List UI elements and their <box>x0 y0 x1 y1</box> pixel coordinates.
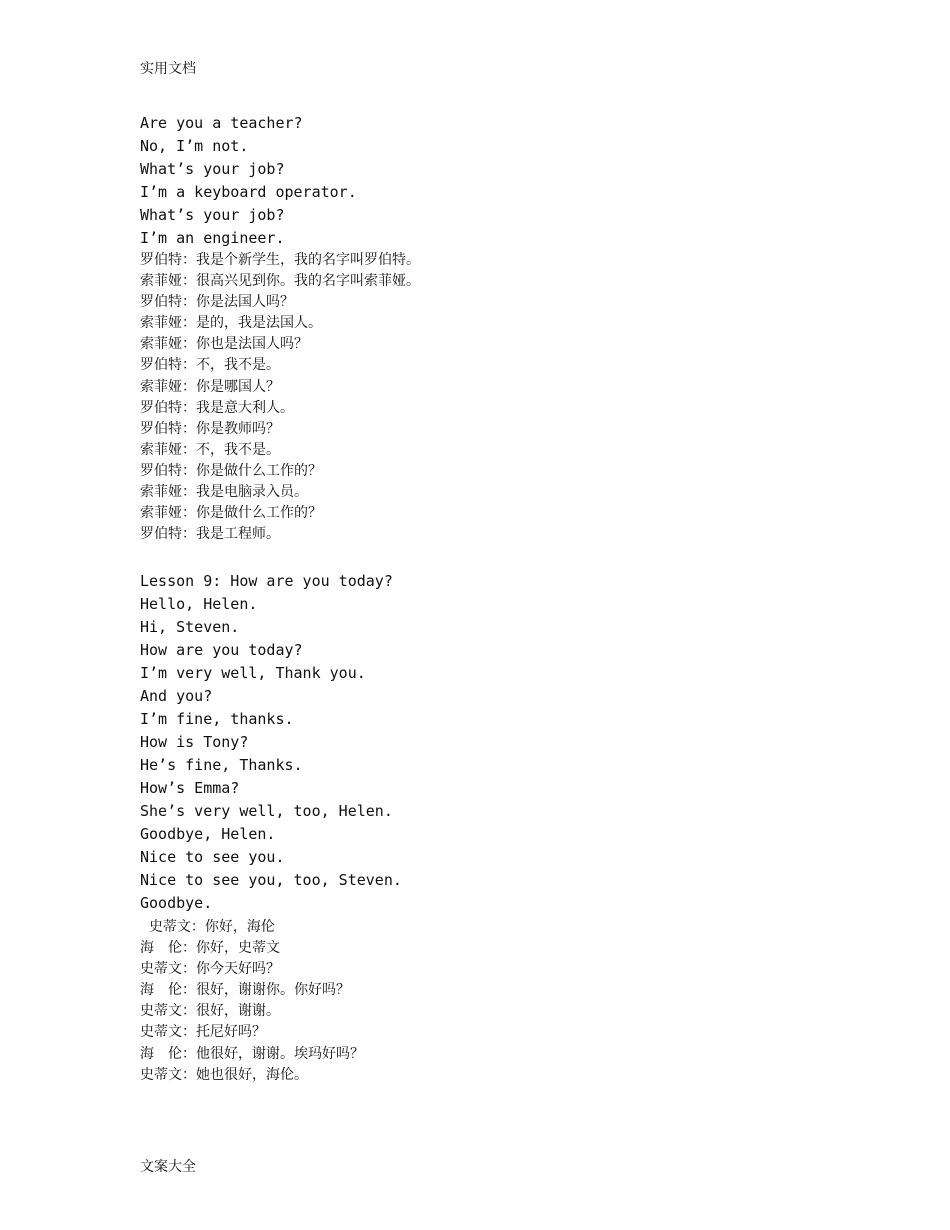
text-line: 索菲娅：不，我不是。 <box>140 441 280 458</box>
text-line: 索菲娅：你也是法国人吗？ <box>140 336 308 353</box>
text-line: I’m a keyboard operator. <box>140 183 357 201</box>
text-line: Hello, Helen. <box>140 595 258 613</box>
lesson-title: Lesson 9: How are you today? <box>140 572 393 590</box>
text-line: What’s your job? <box>140 206 285 224</box>
text-line: How is Tony? <box>140 733 249 751</box>
text-line: Goodbye. <box>140 894 213 912</box>
text-line: How’s Emma? <box>140 779 240 797</box>
text-line: 索菲娅：我是电脑录入员。 <box>140 484 308 501</box>
text-line: 史蒂文：托尼好吗？ <box>140 1024 266 1041</box>
text-line: Hi, Steven. <box>140 618 240 636</box>
text-line: 罗伯特：你是法国人吗？ <box>140 294 294 311</box>
page-footer: 文案大全 <box>140 1159 196 1175</box>
text-line: 罗伯特：我是个新学生，我的名字叫罗伯特。 <box>140 252 420 268</box>
text-line: Nice to see you, too, Steven. <box>140 871 402 889</box>
text-line: 史蒂文：很好，谢谢。 <box>140 1003 280 1020</box>
chinese-translation-2 <box>140 917 364 1086</box>
text-line: No, I’m not. <box>140 137 249 155</box>
text-line: I’m very well, Thank you. <box>140 664 366 682</box>
text-line: 索菲娅：你是哪国人？ <box>140 378 280 395</box>
text-line: I’m an engineer. <box>140 229 285 247</box>
text-line: 罗伯特：我是工程师。 <box>140 526 280 543</box>
chinese-translation-1 <box>140 250 420 545</box>
text-line: How are you today? <box>140 641 303 659</box>
text-line: 史蒂文：她也很好，海伦。 <box>140 1066 308 1083</box>
english-dialogue-1 <box>140 112 357 250</box>
text-line: 索菲娅：是的，我是法国人。 <box>140 315 322 332</box>
text-line: 海 伦：他很好，谢谢。埃玛好吗？ <box>140 1045 364 1062</box>
page-header: 实用文档 <box>140 61 196 77</box>
text-line: 罗伯特：你是做什么工作的？ <box>140 462 322 479</box>
text-line: 史蒂文：你好，海伦 <box>140 919 275 935</box>
text-line: I’m fine, thanks. <box>140 710 294 728</box>
text-line: Nice to see you. <box>140 848 285 866</box>
text-line: 海 伦：很好，谢谢你。你好吗？ <box>140 982 350 999</box>
text-line: 罗伯特：我是意大利人。 <box>140 399 294 416</box>
text-line: She’s very well, too, Helen. <box>140 802 393 820</box>
text-line: What’s your job? <box>140 160 285 178</box>
text-line: Goodbye, Helen. <box>140 825 276 843</box>
text-line: 索菲娅：你是做什么工作的？ <box>140 505 322 522</box>
text-line: 索菲娅：很高兴见到你。我的名字叫索菲娅。 <box>140 273 420 290</box>
text-line: He’s fine, Thanks. <box>140 756 303 774</box>
text-line: 罗伯特：不，我不是。 <box>140 357 280 374</box>
text-line: 罗伯特：你是教师吗？ <box>140 420 280 437</box>
text-line: 海 伦：你好，史蒂文 <box>140 940 280 957</box>
text-line: 史蒂文：你今天好吗？ <box>140 961 280 978</box>
text-line: Are you a teacher? <box>140 114 303 132</box>
text-line: And you? <box>140 687 213 705</box>
english-dialogue-2 <box>140 570 402 915</box>
